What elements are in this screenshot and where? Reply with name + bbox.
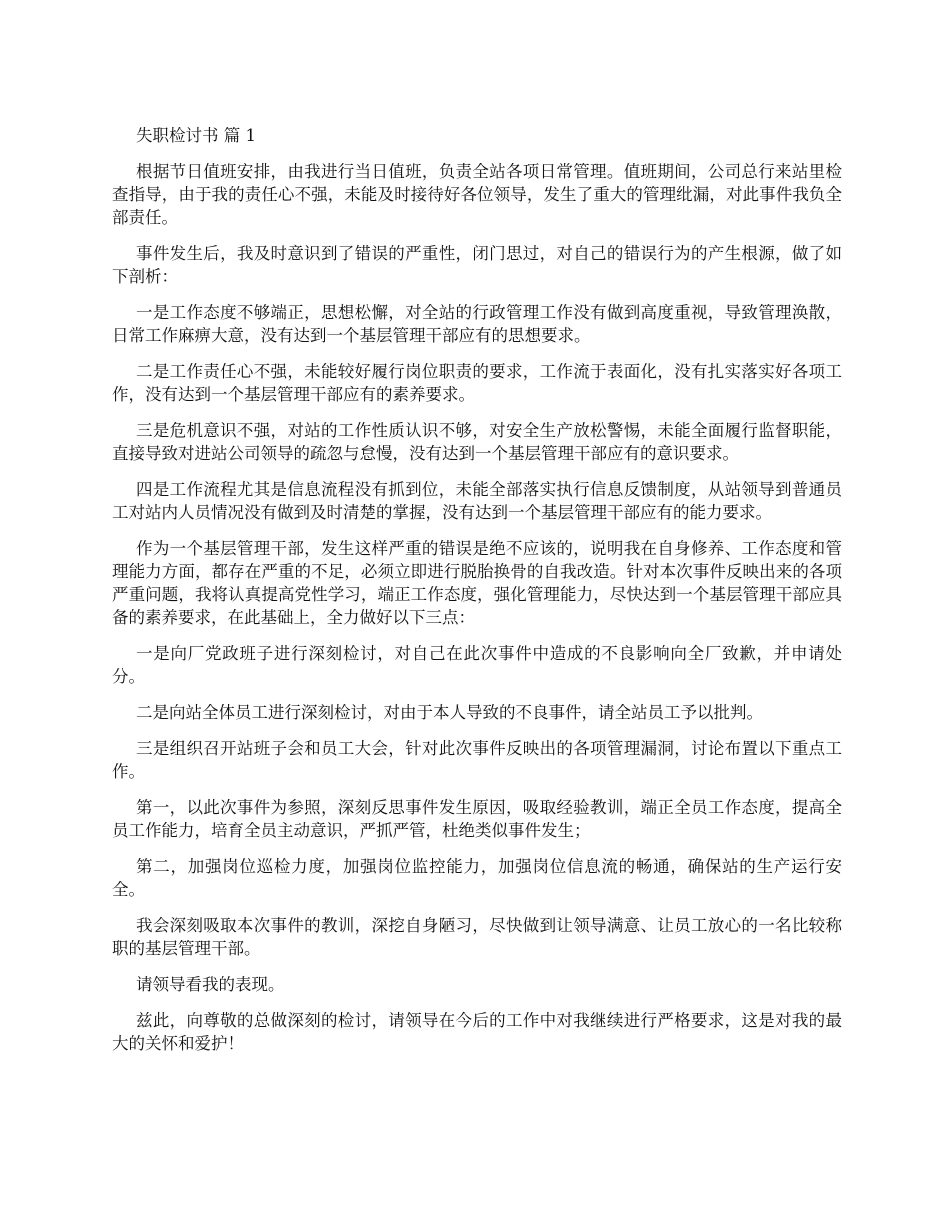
paragraph-15: 兹此，向尊敬的总做深刻的检讨，请领导在今后的工作中对我继续进行严格要求，这是对我的最大的关怀和爱护！ bbox=[112, 1011, 842, 1053]
paragraph-3: 一是工作态度不够端正，思想松懈，对全站的行政管理工作没有做到高度重视，导致管理涣散，日常工作麻痹大意，没有达到一个基层管理干部应有的思想要求。 bbox=[112, 303, 842, 345]
document-title: 失职检讨书 篇 1 bbox=[136, 126, 256, 145]
paragraph-6: 四是工作流程尤其是信息流程没有抓到位，未能全部落实执行信息反馈制度，从站领导到普通员工对站内人员情况没有做到及时清楚的掌握，没有达到一个基层管理干部应有的能力要求。 bbox=[112, 480, 842, 522]
paragraph-2: 事件发生后，我及时意识到了错误的严重性，闭门思过，对自己的错误行为的产生根源，做了如下剖析： bbox=[112, 244, 842, 286]
paragraph-12: 第二，加强岗位巡检力度，加强岗位监控能力，加强岗位信息流的畅通，确保站的生产运行安全。 bbox=[112, 857, 842, 899]
paragraph-14: 请领导看我的表现。 bbox=[136, 975, 285, 994]
paragraph-8: 一是向厂党政班子进行深刻检讨，对自己在此次事件中造成的不良影响向全厂致歉，并申请处分。 bbox=[112, 644, 842, 686]
paragraph-1: 根据节日值班安排，由我进行当日值班，负责全站各项日常管理。值班期间，公司总行来站里检查指导，由于我的责任心不强，未能及时接待好各位领导，发生了重大的管理纰漏，对此事件我负全部责任。 bbox=[112, 162, 842, 227]
paragraph-7: 作为一个基层管理干部，发生这样严重的错误是绝不应该的，说明我在自身修养、工作态度和管理能力方面，都存在严重的不足，必须立即进行脱胎换骨的自我改造。针对本次事件反映出来的各项严重问题，我将认真提高党性学习，端正工作态度，强化管理能力，尽快达到一个基层管理干部应具备的素养要求，在此基础上，全力做好以下三点： bbox=[112, 539, 842, 627]
paragraph-10: 三是组织召开站班子会和员工大会，针对此次事件反映出的各项管理漏洞，讨论布置以下重点工作。 bbox=[112, 739, 842, 781]
paragraph-4: 二是工作责任心不强，未能较好履行岗位职责的要求，工作流于表面化，没有扎实落实好各项工作，没有达到一个基层管理干部应有的素养要求。 bbox=[112, 362, 842, 404]
paragraph-5: 三是危机意识不强，对站的工作性质认识不够，对安全生产放松警惕，未能全面履行监督职能，直接导致对进站公司领导的疏忽与怠慢，没有达到一个基层管理干部应有的意识要求。 bbox=[112, 421, 842, 463]
paragraph-11: 第一，以此次事件为参照，深刻反思事件发生原因，吸取经验教训，端正全员工作态度，提高全员工作能力，培育全员主动意识，严抓严管，杜绝类似事件发生； bbox=[112, 798, 842, 840]
paragraph-13: 我会深刻吸取本次事件的教训，深挖自身陋习，尽快做到让领导满意、让员工放心的一名比较称职的基层管理干部。 bbox=[112, 916, 842, 958]
document-body bbox=[112, 124, 842, 1068]
paragraph-9: 二是向站全体员工进行深刻检讨，对由于本人导致的不良事件，请全站员工予以批判。 bbox=[136, 703, 763, 722]
